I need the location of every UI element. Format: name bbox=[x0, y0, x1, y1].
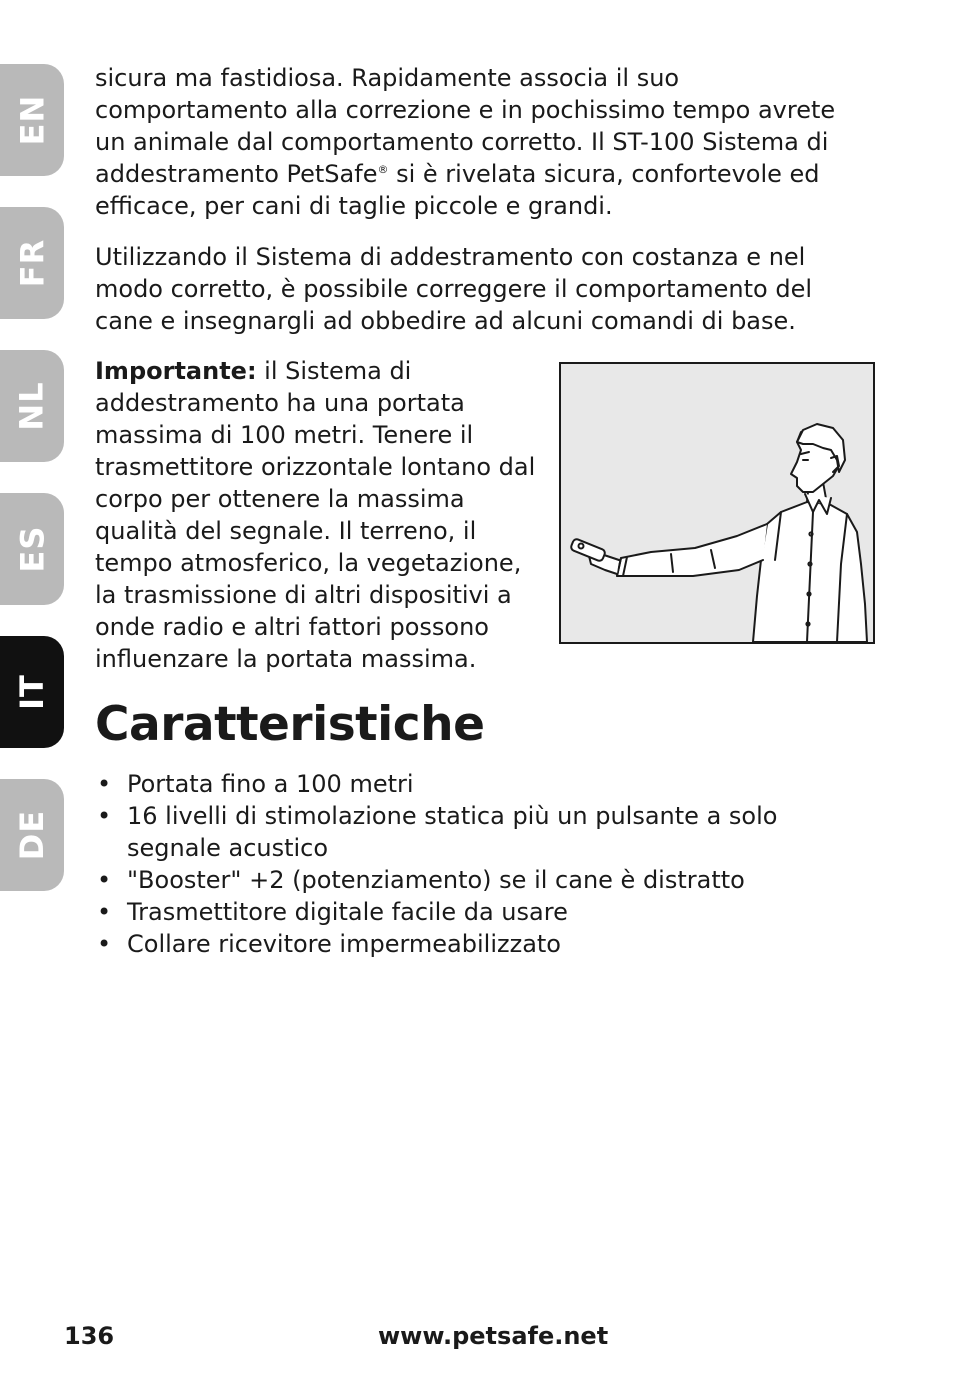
language-tab-label: DE bbox=[12, 809, 51, 861]
language-tab-label: NL bbox=[12, 381, 51, 431]
list-item: • 16 livelli di stimolazione statica più un pulsante a solo segnale acustico bbox=[95, 800, 795, 864]
intro-paragraph bbox=[95, 62, 860, 222]
language-tab-label: FR bbox=[13, 238, 51, 288]
list-item: • Portata fino a 100 metri bbox=[95, 768, 795, 800]
important-label: Importante: bbox=[95, 357, 257, 385]
website-link[interactable]: www.petsafe.net bbox=[378, 1322, 609, 1350]
man-with-remote-illustration bbox=[559, 362, 875, 644]
features-list bbox=[95, 768, 795, 960]
section-title: Caratteristiche bbox=[95, 697, 485, 752]
page-number: 136 bbox=[64, 1322, 115, 1350]
language-tab-it[interactable] bbox=[0, 636, 64, 748]
language-tab-nl[interactable] bbox=[0, 350, 64, 462]
registered-mark: ® bbox=[377, 163, 389, 176]
language-tab-label: EN bbox=[12, 94, 51, 146]
language-tab-label: ES bbox=[13, 525, 51, 573]
language-tab-es[interactable] bbox=[0, 493, 64, 605]
important-text: il Sistema di addestramento ha una portata massima di 100 metri. Tenere il trasmettitore orizzontale lontano dal corpo per ottenere la massima qualità del segnale. Il terreno, il tempo atmosferico, la vegetazione, la trasmissione di altri dispositivi a onde radio e altri fattori possono influenzare la portata massima. bbox=[95, 357, 536, 673]
language-tab-de[interactable] bbox=[0, 779, 64, 891]
intro-text-end: si è rivelata sicura, confortevole ed efficace, per cani di taglie piccole e grandi. bbox=[95, 160, 820, 220]
important-paragraph bbox=[95, 355, 550, 675]
usage-paragraph: Utilizzando il Sistema di addestramento con costanza e nel modo corretto, è possibile correggere il comportamento del cane e insegnargli ad obbedire ad alcuni comandi di base. bbox=[95, 243, 813, 335]
list-item: • Collare ricevitore impermeabilizzato bbox=[95, 928, 795, 960]
list-item: • "Booster" +2 (potenziamento) se il cane è distratto bbox=[95, 864, 795, 896]
list-item: • Trasmettitore digitale facile da usare bbox=[95, 896, 795, 928]
language-tab-label: IT bbox=[12, 674, 51, 710]
language-tab-en[interactable] bbox=[0, 64, 64, 176]
intro-text-start: sicura ma fastidiosa. Rapidamente associa il suo comportamento alla correzione e in pochissimo tempo avrete un animale dal comportamento corretto. Il ST-100 Sistema di addestramento PetSafe bbox=[95, 64, 836, 188]
language-tab-fr[interactable] bbox=[0, 207, 64, 319]
